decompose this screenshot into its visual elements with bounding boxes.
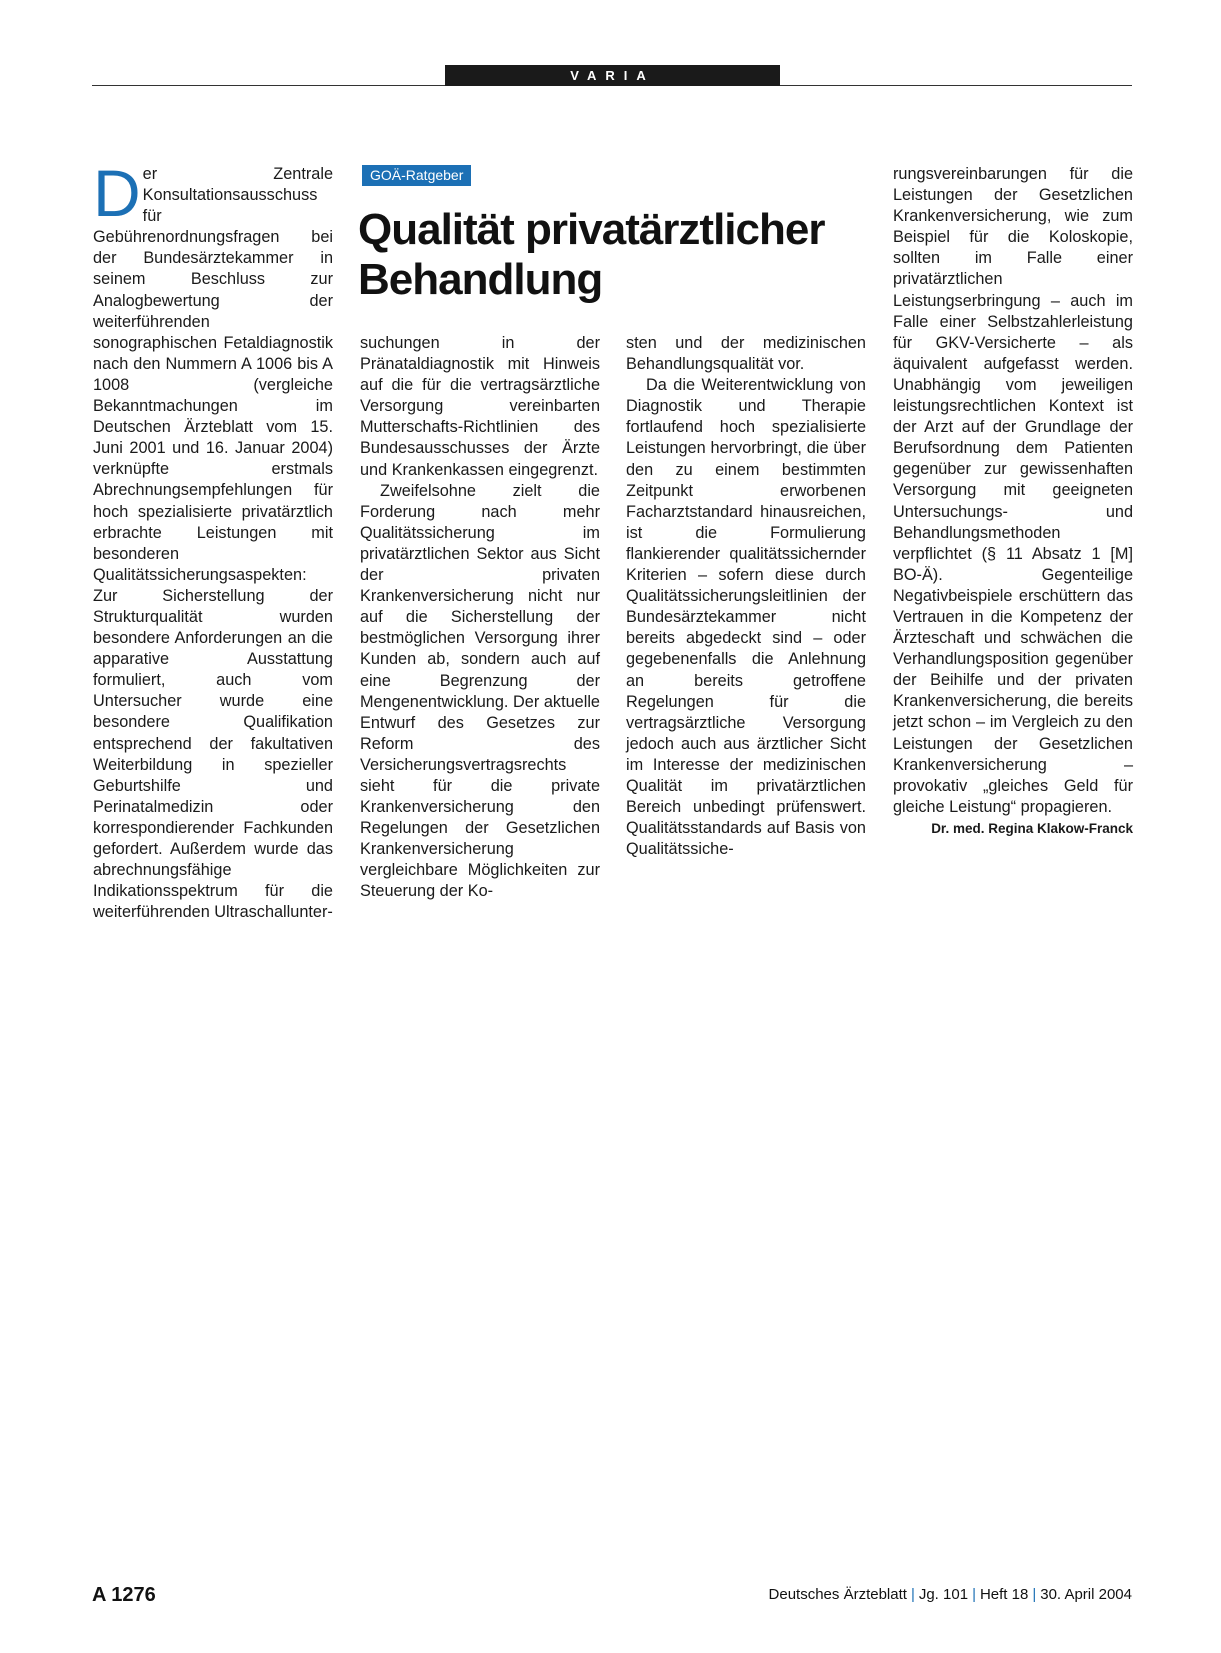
paragraph: sten und der medizinischen Behandlungsqualität vor. bbox=[626, 334, 866, 374]
article-title bbox=[358, 205, 878, 305]
volume: Jg. 101 bbox=[918, 1586, 969, 1603]
issue-date: 30. April 2004 bbox=[1040, 1586, 1132, 1603]
footer-info bbox=[769, 1586, 1132, 1603]
article-column-2 bbox=[360, 333, 600, 903]
article-column-1 bbox=[93, 156, 333, 923]
journal-name: Deutsches Ärzteblatt bbox=[768, 1586, 907, 1603]
title-line-2: Behandlung bbox=[358, 255, 603, 304]
paragraph: rungsvereinbarungen für die Leistungen der Gesetzlichen Krankenversicherung, wie zum Beispiel für die Koloskopie, sollten im Falle einer privatärztlichen Leistungserbringung – auch im Falle einer Selbstzahlerleistung für GKV-Versicherte – als äquivalent aufgefasst werden. Unabhängig vom jeweiligen leistungsrechtlichen Kontext ist der Arzt auf der Grundlage der Berufsordnung dem Patienten gegenüber zur gewissenhaften Versorgung mit geeigneten Untersuchungs- und Behandlungsmethoden verpflichtet (§ 11 Absatz 1 [M] BO-Ä). Gegenteilige Negativbeispiele erschüttern das Vertrauen in die Kompetenz der Ärzteschaft und schwächen die Verhandlungsposition gegenüber der Beihilfe und der privaten Krankenversicherung, die bereits jetzt schon – im Vergleich zu den Leistungen der Gesetzlichen Krankenversicherung – provokativ „gleiches Geld für gleiche Leistung“ propagieren. bbox=[893, 165, 1133, 816]
article-column-3 bbox=[626, 333, 866, 860]
dropcap: D bbox=[93, 156, 141, 230]
paragraph: suchungen in der Pränataldiagnostik mit Hinweis auf die für die vertragsärztliche Versorgung vereinbarten Mutterschafts-Richtlinien des Bundesausschusses der Ärzte und Krankenkassen eingegrenzt. bbox=[360, 334, 600, 479]
title-line-1: Qualität privatärztlicher bbox=[358, 205, 825, 254]
rubric-badge: GOÄ-Ratgeber bbox=[362, 165, 471, 186]
separator: | bbox=[972, 1586, 976, 1603]
separator: | bbox=[910, 1586, 915, 1603]
paragraph-text: er Zentrale Konsultationsausschuss für Gebührenordnungsfragen bei der Bundesärztekammer in seinem Beschluss zur Analogbewertung der weiterführenden sonographischen Fetaldiagnostik nach den Nummern A 1006 bis A 1008 (vergleiche Bekanntmachungen im Deutschen Ärzteblatt vom 15. Juni 2001 und 16. Januar 2004) verknüpfte erstmals Abrechnungsempfehlungen für hoch spezialisierte privatärztlich erbrachte Leistungen mit besonderen Qualitätssicherungsaspekten: Zur Sicherstellung der Strukturqualität wurden besondere Anforderungen an die apparative Ausstattung formuliert, auch vom Untersucher wurde eine besondere Qualifikation entsprechend der fakultativen Weiterbildung in spezieller Geburtshilfe und Perinatalmedizin oder korrespondierender Fachkunden gefordert. Außerdem wurde das abrechnungsfähige Indikationsspektrum für die weiterführenden Ultraschallunter- bbox=[93, 165, 333, 922]
page-number: A 1276 bbox=[92, 1584, 156, 1606]
separator: | bbox=[1032, 1586, 1037, 1603]
paragraph bbox=[93, 156, 333, 923]
issue: Heft 18 bbox=[979, 1586, 1029, 1603]
paragraph: Zweifelsohne zielt die Forderung nach mehr Qualitätssicherung im privatärztlichen Sektor aus Sicht der privaten Krankenversicherung nicht nur auf die Sicherstellung der bestmöglichen Versorgung ihrer Kunden ab, sondern auch auf eine Begrenzung der Mengenentwicklung. Der aktuelle Entwurf des Gesetzes zur Reform des Versicherungsvertragsrechts sieht für die private Krankenversicherung den Regelungen der Gesetzlichen Krankenversicherung vergleichbare Möglichkeiten zur Steuerung der Ko- bbox=[360, 481, 600, 901]
article-column-4 bbox=[893, 164, 1133, 839]
section-label: VARIA bbox=[445, 65, 780, 86]
paragraph: Da die Weiterentwicklung von Diagnostik und Therapie fortlaufend hoch spezialisierte Leistungen hervorbringt, die über den zu einem bestimmten Zeitpunkt erworbenen Facharztstandard hinausreichen, ist die Formulierung flankierender qualitätssichernder Kriterien – sofern diese durch Qualitätssicherungsleitlinien der Bundesärztekammer nicht bereits abgedeckt sind – oder gegebenenfalls die Anlehnung an bereits getroffene Regelungen für die vertragsärztliche Versorgung jedoch auch aus ärztlicher Sicht im Interesse der medizinischen Qualität im privatärztlichen Bereich unbedingt prüfenswert. Qualitätsstandards auf Basis von Qualitätssiche- bbox=[626, 376, 866, 859]
author-byline: Dr. med. Regina Klakow-Franck bbox=[931, 820, 1133, 836]
